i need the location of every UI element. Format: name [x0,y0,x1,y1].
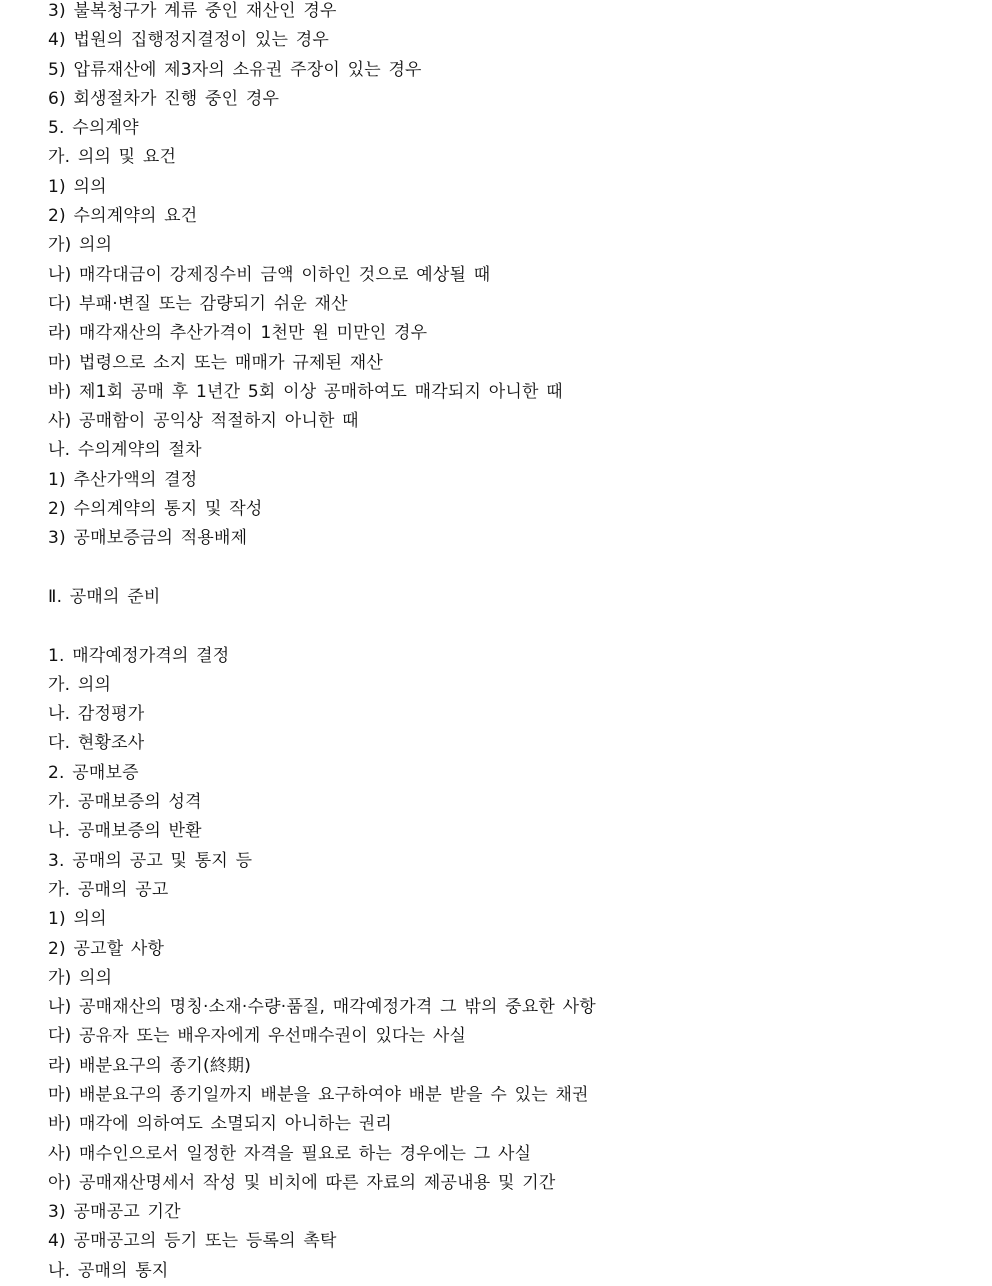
text-line: 가. 의의 [48,674,112,695]
text-line: 1) 의의 [48,909,107,930]
text-line: 3) 공매보증금의 적용배제 [48,528,248,549]
document-body [48,0,978,1286]
text-line: 4) 공매공고의 등기 또는 등록의 촉탁 [48,1231,337,1252]
text-line: 3) 공매공고 기간 [48,1202,181,1223]
text-line: 다) 부패·변질 또는 감량되기 쉬운 재산 [48,293,348,314]
text-line: 나) 매각대금이 강제징수비 금액 이하인 것으로 예상될 때 [48,264,491,285]
text-line: 가. 공매의 공고 [48,879,169,900]
text-line: 나) 공매재산의 명칭·소재·수량·품질, 매각예정가격 그 밖의 중요한 사항 [48,997,596,1018]
text-line: 아) 공매재산명세서 작성 및 비치에 따른 자료의 제공내용 및 기간 [48,1172,556,1193]
text-line: 가. 의의 및 요건 [48,147,177,168]
text-line: 다) 공유자 또는 배우자에게 우선매수권이 있다는 사실 [48,1026,467,1047]
section-heading: 3. 공매의 공고 및 통지 등 [48,850,253,871]
text-line: 2) 공고할 사항 [48,938,165,959]
text-line: 바) 매각에 의하여도 소멸되지 아니하는 권리 [48,1114,393,1135]
text-line: 5) 압류재산에 제3자의 소유권 주장이 있는 경우 [48,59,422,80]
section-heading: 5. 수의계약 [48,118,139,139]
text-line: 나. 공매보증의 반환 [48,821,202,842]
text-line: 6) 회생절차가 진행 중인 경우 [48,88,280,109]
text-line: 1) 추산가액의 결정 [48,469,198,490]
text-line: 마) 배분요구의 종기일까지 배분을 요구하여야 배분 받을 수 있는 채권 [48,1084,589,1105]
section-heading: 1. 매각예정가격의 결정 [48,645,230,666]
text-line: 라) 배분요구의 종기(終期) [48,1055,252,1076]
text-line: 1) 의의 [48,176,107,197]
text-line: 나. 감정평가 [48,704,145,725]
text-line: 4) 법원의 집행정지결정이 있는 경우 [48,30,329,51]
text-line: 마) 법령으로 소지 또는 매매가 규제된 재산 [48,352,384,373]
text-line: 다. 현황조사 [48,733,145,754]
text-line: 가. 공매보증의 성격 [48,792,202,813]
text-line: 사) 공매함이 공익상 적절하지 아니한 때 [48,411,359,432]
text-line: 사) 매수인으로서 일정한 자격을 필요로 하는 경우에는 그 사실 [48,1143,532,1164]
blank-line [48,612,978,641]
text-line: 라) 매각재산의 추산가격이 1천만 원 미만인 경우 [48,323,428,344]
text-line: 2) 수의계약의 요건 [48,206,198,227]
text-line: 3) 불복청구가 계류 중인 재산인 경우 [48,1,337,21]
blank-line [48,554,978,583]
chapter-heading: Ⅱ. 공매의 준비 [48,586,161,607]
text-line: 가) 의의 [48,967,113,988]
text-line: 바) 제1회 공매 후 1년간 5회 이상 공매하여도 매각되지 아니한 때 [48,381,563,402]
text-line: 나. 수의계약의 절차 [48,440,202,461]
section-heading: 2. 공매보증 [48,762,139,783]
text-line: 가) 의의 [48,235,113,256]
text-line: 2) 수의계약의 통지 및 작성 [48,499,263,520]
text-line: 나. 공매의 통지 [48,1260,169,1281]
